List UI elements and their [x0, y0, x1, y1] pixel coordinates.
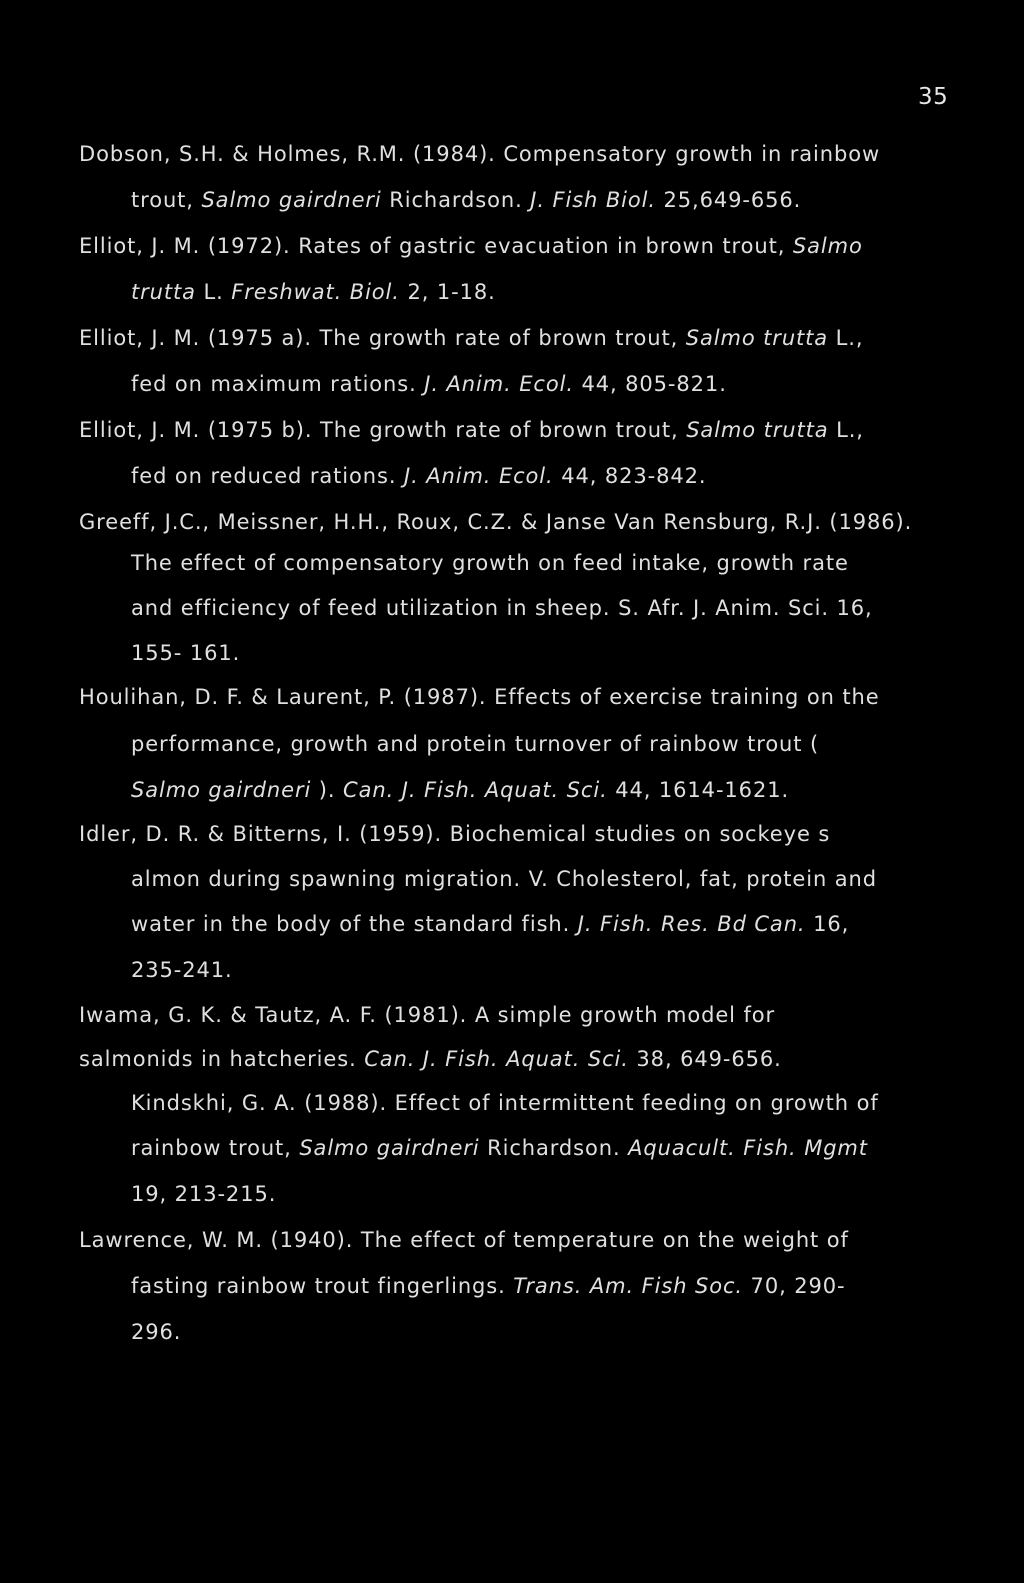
text-run: Kindskhi, G. A. (1988). Effect of intermittent feeding on growth of	[131, 1091, 879, 1115]
reference-line	[79, 1227, 849, 1253]
text-run: 2, 1-18.	[399, 280, 496, 304]
reference-line	[131, 1319, 181, 1345]
text-run: 38, 649-656.	[628, 1047, 782, 1071]
reference-line	[79, 1002, 775, 1028]
text-run: 235-241.	[131, 958, 233, 982]
text-run: Richardson.	[479, 1136, 629, 1160]
text-run: fasting rainbow trout fingerlings.	[131, 1274, 514, 1298]
reference-line	[131, 640, 240, 666]
text-run: Idler, D. R. & Bitterns, I. (1959). Biochemical studies on sockeye s	[79, 822, 831, 846]
italic-text: Salmo gairdneri	[131, 778, 312, 802]
reference-line	[79, 141, 880, 167]
text-run: Elliot, J. M. (1972). Rates of gastric evacuation in brown trout,	[79, 234, 793, 258]
italic-text: Trans. Am. Fish Soc.	[513, 1274, 743, 1298]
reference-line	[131, 463, 707, 489]
italic-text: J. Fish. Res. Bd Can.	[577, 912, 806, 936]
reference-line	[131, 595, 873, 621]
reference-line	[131, 279, 496, 305]
text-run: Elliot, J. M. (1975 a). The growth rate of brown trout,	[79, 326, 686, 350]
text-run: 16,	[805, 912, 850, 936]
text-run: performance, growth and protein turnover of rainbow trout (	[131, 732, 820, 756]
text-run: fed on maximum rations.	[131, 372, 425, 396]
reference-line	[131, 911, 849, 937]
reference-line	[79, 417, 864, 443]
text-run: Houlihan, D. F. & Laurent, P. (1987). Effects of exercise training on the	[79, 685, 880, 709]
text-run: L.	[195, 280, 232, 304]
text-run: 19, 213-215.	[131, 1182, 277, 1206]
reference-line	[131, 731, 819, 757]
reference-line	[79, 509, 912, 535]
italic-text: Salmo trutta	[686, 418, 829, 442]
text-run: water in the body of the standard fish.	[131, 912, 578, 936]
text-run: L.,	[828, 418, 864, 442]
italic-text: Salmo gairdneri	[201, 188, 382, 212]
italic-text: J. Fish Biol.	[530, 188, 656, 212]
italic-text: Salmo	[792, 234, 863, 258]
italic-text: J. Anim. Ecol.	[424, 372, 574, 396]
reference-line	[131, 866, 877, 892]
text-run: Dobson, S.H. & Holmes, R.M. (1984). Compensatory growth in rainbow	[79, 142, 881, 166]
italic-text: Can. J. Fish. Aquat. Sci.	[343, 778, 608, 802]
text-run: Iwama, G. K. & Tautz, A. F. (1981). A simple growth model for	[79, 1003, 776, 1027]
text-run: ).	[311, 778, 344, 802]
text-run: Lawrence, W. M. (1940). The effect of temperature on the weight of	[79, 1228, 849, 1252]
italic-text: J. Anim. Ecol.	[403, 464, 554, 488]
reference-line	[79, 821, 830, 847]
text-run: 155- 161.	[131, 641, 241, 665]
italic-text: Salmo gairdneri	[299, 1136, 480, 1160]
reference-line	[131, 777, 789, 803]
text-run: fed on reduced rations.	[131, 464, 404, 488]
reference-line	[131, 187, 801, 213]
text-run: The effect of compensatory growth on feed intake, growth rate	[131, 551, 849, 575]
text-run: L.,	[828, 326, 864, 350]
text-run: Richardson.	[381, 188, 531, 212]
text-run: 25,649-656.	[655, 188, 802, 212]
italic-text: Freshwat. Biol.	[231, 280, 400, 304]
text-run: 44, 1614-1621.	[607, 778, 790, 802]
text-run: 44, 805-821.	[573, 372, 727, 396]
text-run: 44, 823-842.	[553, 464, 707, 488]
italic-text: trutta	[131, 280, 196, 304]
reference-line	[131, 957, 233, 983]
text-run: 296.	[131, 1320, 182, 1344]
reference-line	[79, 684, 880, 710]
text-run: and efficiency of feed utilization in sheep. S. Afr. J. Anim. Sci. 16,	[131, 596, 873, 620]
reference-line	[79, 233, 863, 259]
reference-line	[131, 371, 727, 397]
page-number: 35	[918, 84, 949, 110]
reference-line	[131, 1090, 879, 1116]
text-run: 70, 290-	[742, 1274, 846, 1298]
reference-line	[131, 1273, 846, 1299]
text-run: rainbow trout,	[131, 1136, 300, 1160]
text-run: Greeff, J.C., Meissner, H.H., Roux, C.Z. & Janse Van Rensburg, R.J. (1986).	[79, 510, 913, 534]
reference-line	[131, 1135, 868, 1161]
text-run: Elliot, J. M. (1975 b). The growth rate of brown trout,	[79, 418, 687, 442]
reference-line	[131, 1181, 276, 1207]
reference-line	[79, 325, 863, 351]
text-run: salmonids in hatcheries.	[79, 1047, 365, 1071]
text-run: almon during spawning migration. V. Cholesterol, fat, protein and	[131, 867, 877, 891]
reference-line	[131, 550, 849, 576]
italic-text: Aquacult. Fish. Mgmt	[628, 1136, 868, 1160]
text-run: trout,	[131, 188, 202, 212]
reference-line	[79, 1046, 782, 1072]
italic-text: Salmo trutta	[685, 326, 829, 350]
italic-text: Can. J. Fish. Aquat. Sci.	[364, 1047, 629, 1071]
